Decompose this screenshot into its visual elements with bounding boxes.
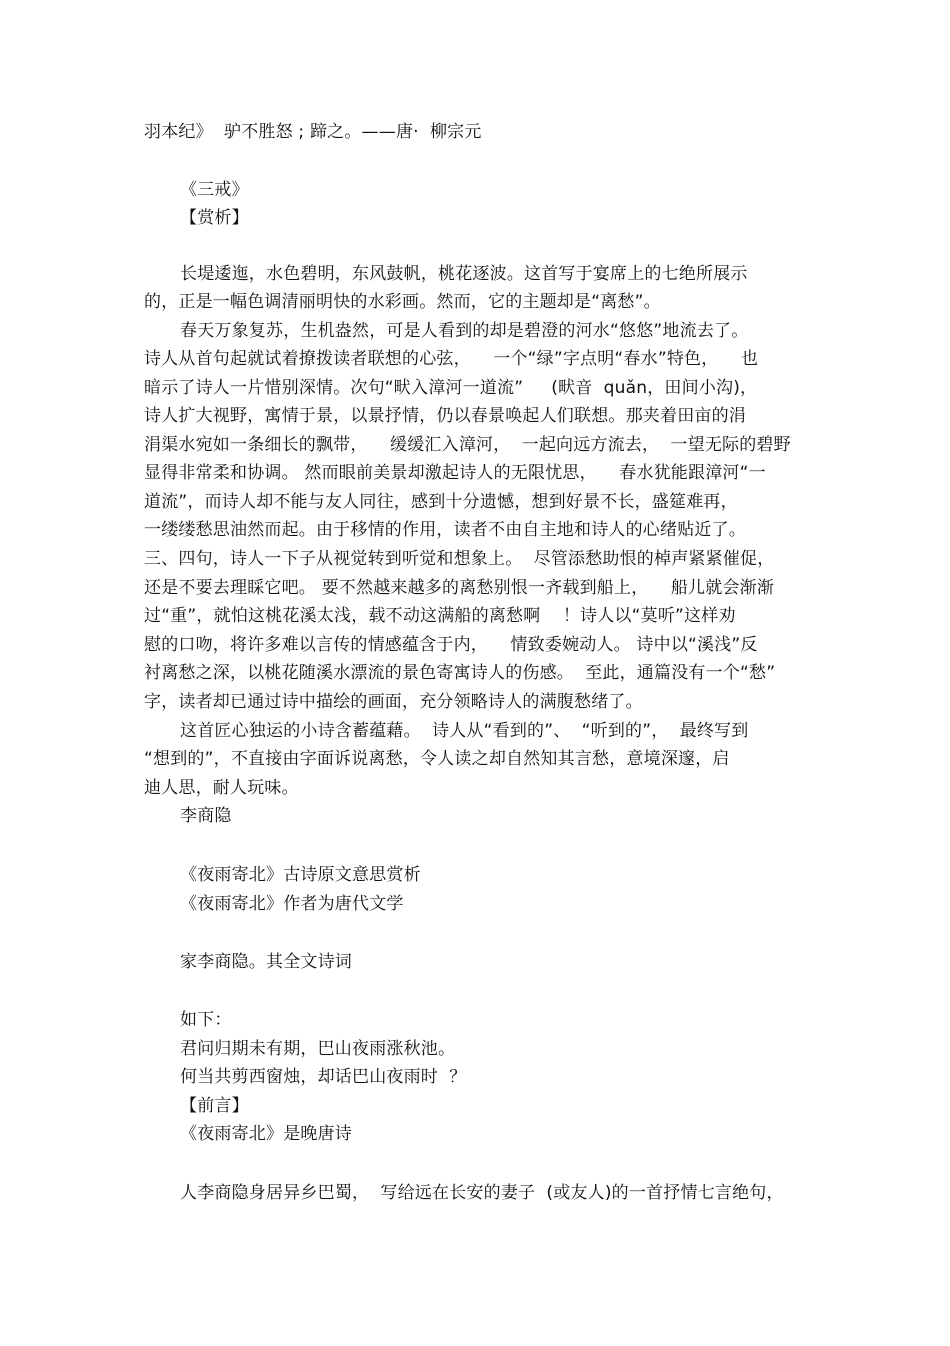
text-line-17: 慰的口吻，将许多难以言传的情感蕴含于内， 情致委婉动人。 诗中以“溪浅”反 (144, 635, 758, 655)
text-line-9: 诗人扩大视野，寓情于景，以景抒情，仍以春景唤起人们联想。那夹着田亩的涓 (144, 406, 746, 426)
text-line-21: “想到的”，不直接由字面诉说离愁，令人读之却自然知其言愁，意境深邃，启 (144, 749, 730, 769)
author-name: 李商隐 (180, 806, 232, 826)
poem-line-2: 何当共剪西窗烛，却话巴山夜雨时 ？ (180, 1067, 467, 1087)
poem-line-1: 君问归期未有期，巴山夜雨涨秋池。 (180, 1039, 456, 1059)
section-heading-appreciation: 【赏析】 (180, 208, 249, 228)
text-line-7: 诗人从首句起就试着撩拨读者联想的心弦， 一个“绿”字点明“春水”特色， 也 (144, 349, 759, 369)
text-line-1: 羽本纪》 驴不胜怒 ; 蹄之。——唐· 柳宗元 (144, 122, 482, 142)
text-line-11: 显得非常柔和协调。 然而眼前美景却激起诗人的无限忧思， 春水犹能跟漳河“一 (144, 463, 766, 483)
text-line-25: 《夜雨寄北》作者为唐代文学 (180, 894, 404, 914)
text-line-31: 《夜雨寄北》是晚唐诗 (180, 1124, 352, 1144)
text-line-13: 一缕缕愁思油然而起。由于移情的作用，读者不由自主地和诗人的心绪贴近了。 (144, 520, 746, 540)
text-line-12: 道流”，而诗人却不能与友人同往，感到十分遗憾，想到好景不长，盛筵难再， (144, 492, 738, 512)
text-line-15: 还是不要去理睬它吧。 要不然越来越多的离愁别恨一齐载到船上， 船儿就会渐渐 (144, 578, 775, 598)
text-line-27: 如下： (180, 1010, 232, 1030)
text-line-22: 迪人思，耐人玩味。 (144, 778, 299, 798)
text-line-14: 三、四句，诗人一下子从视觉转到听觉和想象上。 尽管添愁助恨的棹声紧紧催促， (144, 549, 775, 569)
text-line-26: 家李商隐。其全文诗词 (180, 952, 352, 972)
text-line-2: 《三戒》 (180, 180, 249, 200)
text-line-6: 春天万象复苏，生机盎然，可是人看到的却是碧澄的河水“悠悠”地流去了。 (180, 321, 749, 341)
text-line-19: 字，读者却已通过诗中描绘的画面，充分领略诗人的满腹愁绪了。 (144, 692, 643, 712)
text-line-18: 衬离愁之深，以桃花随溪水漂流的景色寄寓诗人的伤感。 至此，通篇没有一个“愁” (144, 663, 776, 683)
text-line-5: 的，正是一幅色调清丽明快的水彩画。然而，它的主题却是“离愁”。 (144, 292, 661, 312)
text-line-4: 长堤逶迤，水色碧明，东风鼓帆，桃花逐波。这首写于宴席上的七绝所展示 (180, 264, 748, 284)
text-line-20: 这首匠心独运的小诗含蓄蕴藉。 诗人从“看到的”、 “听到的”， 最终写到 (180, 721, 749, 741)
text-line-16: 过“重”，就怕这桃花溪太浅，载不动这满船的离愁啊 ！诗人以“莫听”这样劝 (144, 606, 736, 626)
text-line-32: 人李商隐身居异乡巴蜀， 写给远在长安的妻子 (或友人)的一首抒情七言绝句， (180, 1183, 784, 1203)
text-line-10: 涓渠水宛如一条细长的飘带， 缓缓汇入漳河， 一起向远方流去， 一望无际的碧野 (144, 435, 791, 455)
text-line-8: 暗示了诗人一片惜别深情。次句“畎入漳河一道流” (畎音 quǎn，田间小沟)， (144, 378, 758, 398)
poem-title-line: 《夜雨寄北》古诗原文意思赏析 (180, 865, 421, 885)
section-heading-preface: 【前言】 (180, 1096, 249, 1116)
